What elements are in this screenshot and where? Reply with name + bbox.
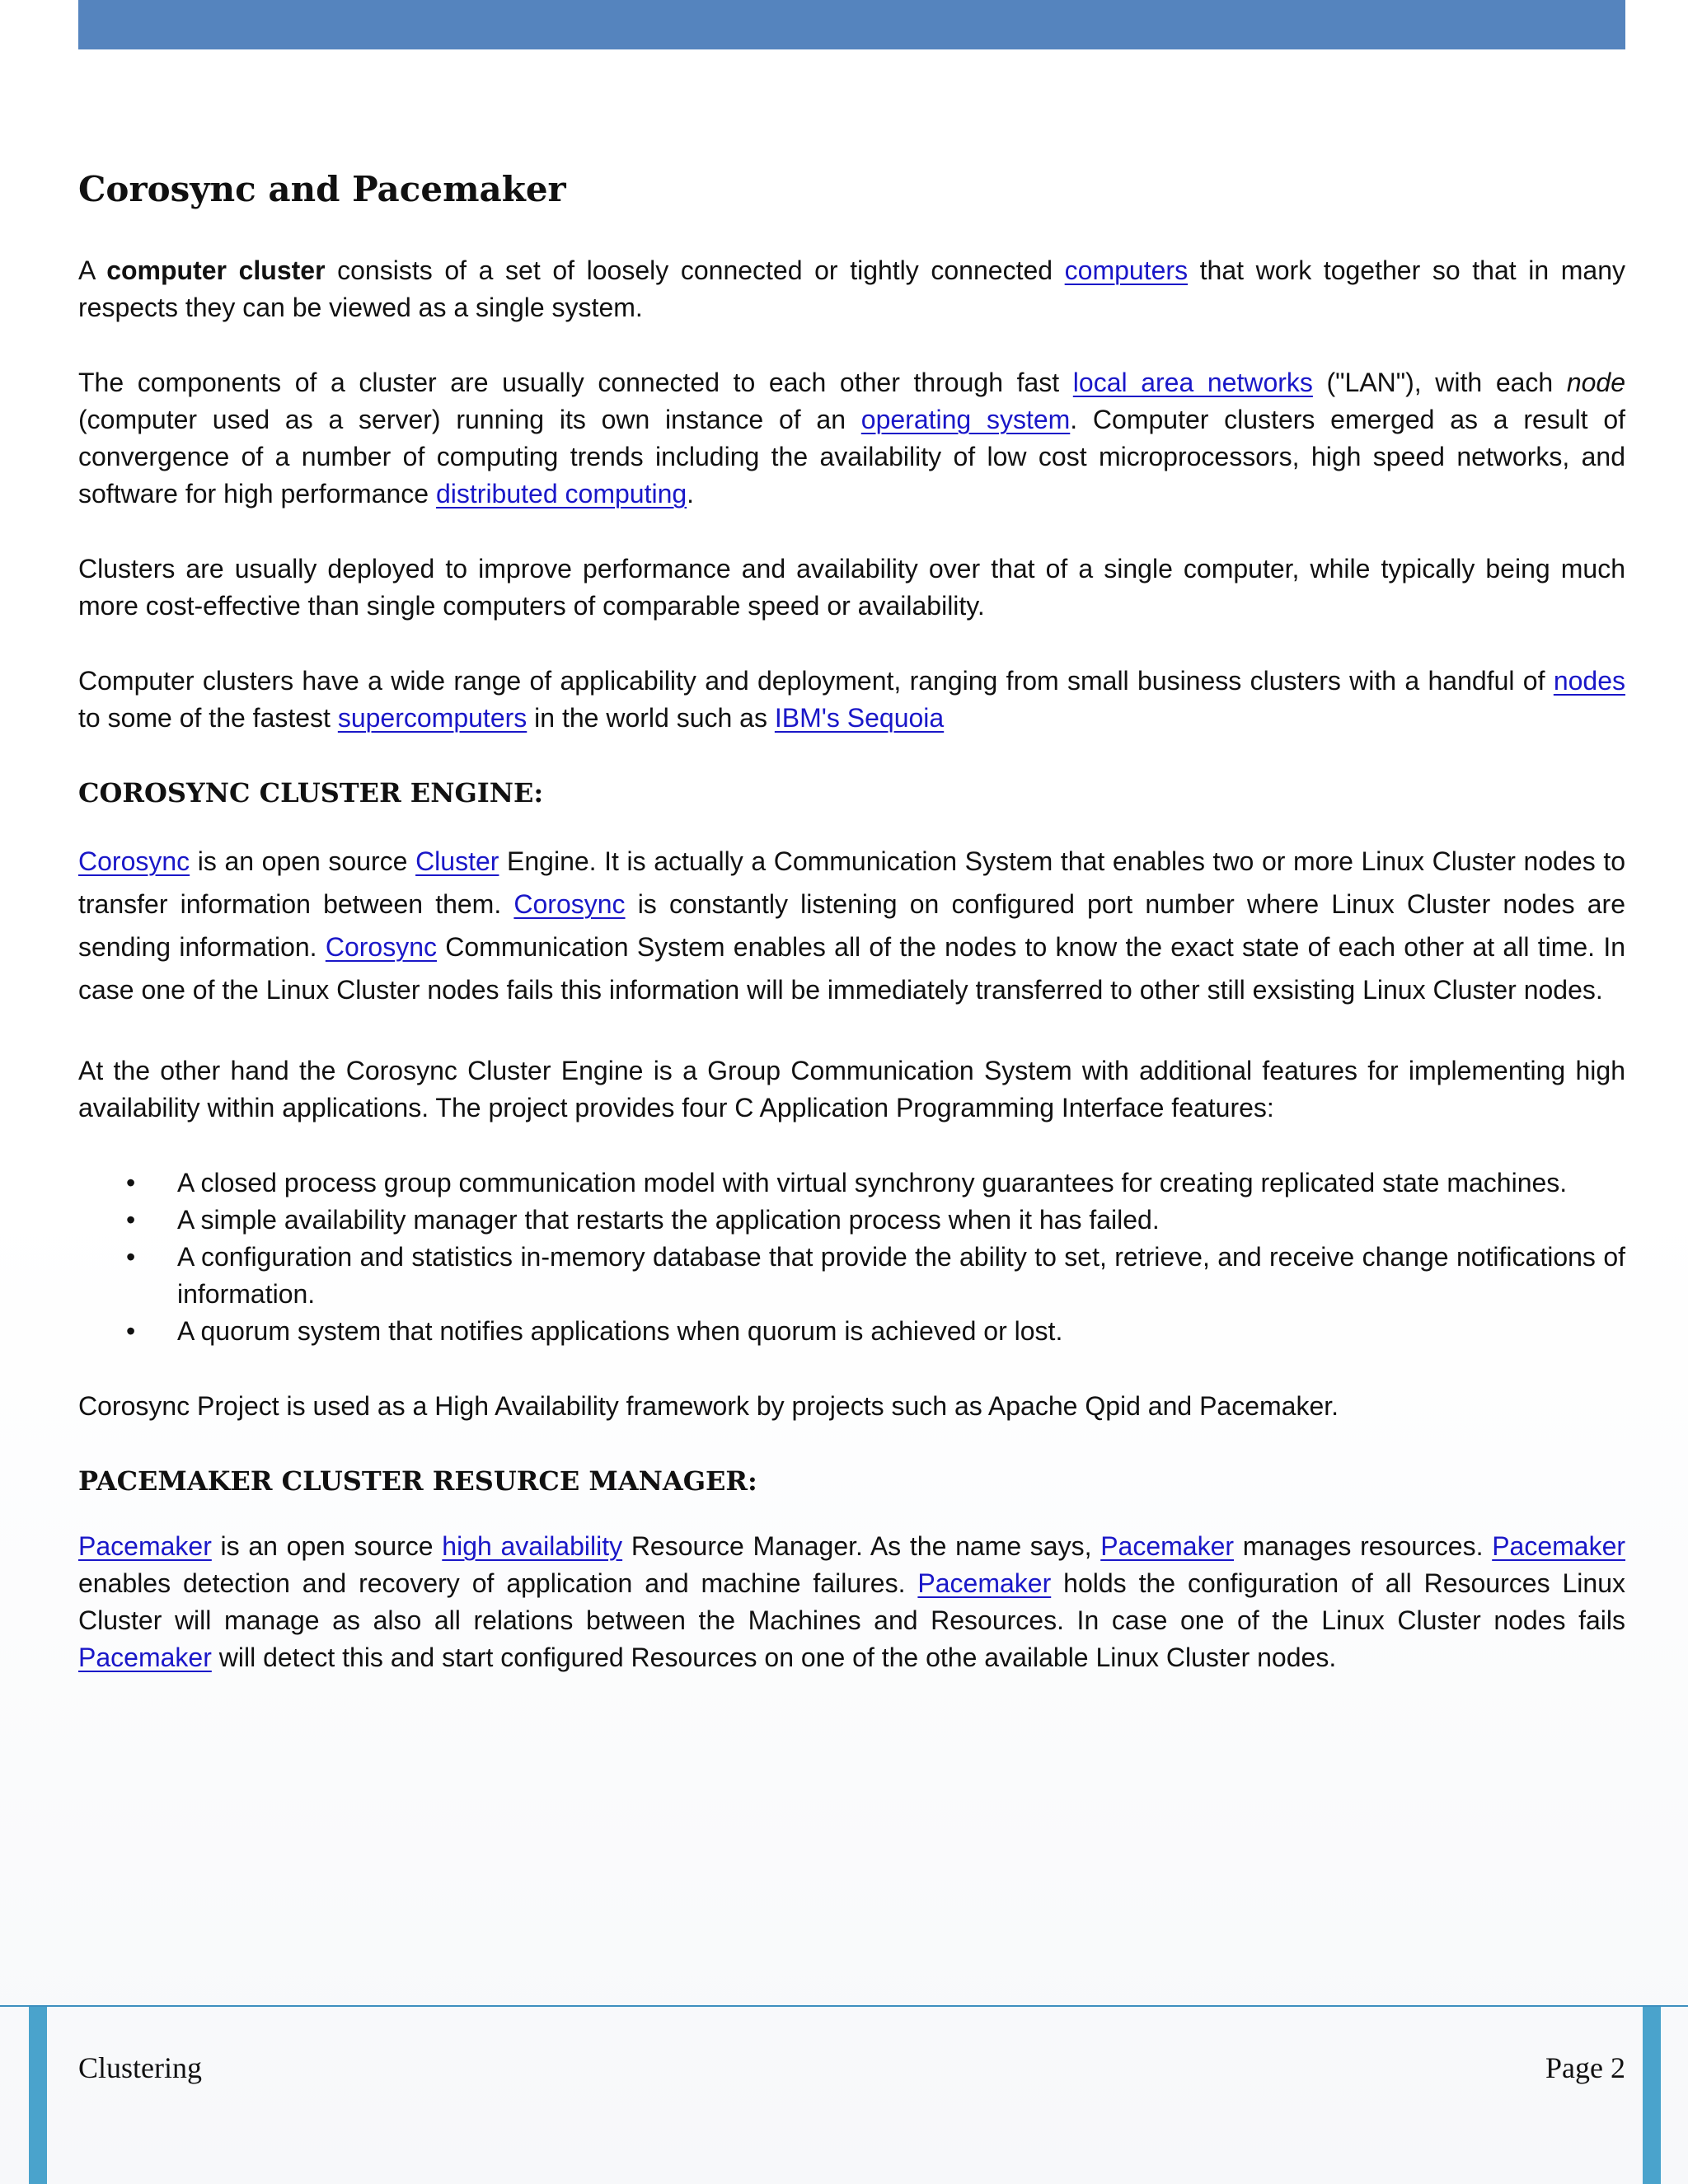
- text: to some of the fastest: [78, 703, 338, 733]
- text: Resource Manager. As the name says,: [622, 1531, 1101, 1561]
- text: . Computer clusters emerged as a result of convergence of a number of computing trends including the availability of low cost microprocessors, high speed networks, and software for high performance: [78, 405, 1626, 509]
- footer-accent-right: [1643, 2007, 1661, 2184]
- footer-page-number: Page 2: [1545, 2051, 1625, 2084]
- text: in the world such as: [527, 703, 775, 733]
- link-nodes[interactable]: nodes: [1553, 666, 1625, 696]
- paragraph-corosync: [78, 840, 1625, 1011]
- bold-term-computer-cluster: computer cluster: [106, 255, 326, 285]
- paragraph-group-communication: At the other hand the Corosync Cluster Engine is a Group Communication System with additional features for implementing high availability within applications. The project provides four C Application Programming Interface features:: [78, 1056, 1625, 1122]
- feature-list: [78, 1165, 1625, 1350]
- list-item: • A configuration and statistics in-memory database that provide the ability to set, retrieve, and receive change notifications of information.: [78, 1239, 1625, 1313]
- link-pacemaker[interactable]: Pacemaker: [1492, 1531, 1626, 1561]
- link-corosync[interactable]: Corosync: [78, 846, 190, 876]
- text: is constantly listening on configured port number where Linux Cluster nodes are sending information.: [78, 889, 1626, 962]
- page-title: Corosync and Pacemaker: [78, 169, 566, 209]
- link-pacemaker[interactable]: Pacemaker: [917, 1568, 1052, 1598]
- link-operating-system[interactable]: operating system: [860, 405, 1071, 434]
- link-corosync[interactable]: Corosync: [325, 932, 437, 962]
- paragraph-pacemaker: [78, 1528, 1625, 1676]
- link-local-area-networks[interactable]: local area networks: [1072, 368, 1313, 397]
- link-computers[interactable]: computers: [1064, 255, 1189, 285]
- paragraph-corosync-project: Corosync Project is used as a High Availability framework by projects such as Apache Qpid and Pacemaker.: [78, 1391, 1339, 1421]
- text: (computer used as a server) running its own instance of an: [78, 405, 861, 434]
- text: enables detection and recovery of application and machine failures.: [78, 1568, 918, 1598]
- text: .: [687, 479, 695, 509]
- text: consists of a set of loosely connected or tightly connected: [325, 255, 1065, 285]
- paragraph-applicability: [78, 663, 1625, 737]
- footer-accent-left: [29, 2007, 47, 2184]
- link-ibm-sequoia[interactable]: IBM's Sequoia: [774, 703, 945, 733]
- link-pacemaker[interactable]: Pacemaker: [78, 1531, 212, 1561]
- text: will detect this and start configured Resources on one of the othe available Linux Cluster nodes.: [211, 1643, 1337, 1672]
- text: that work together so that in many respects they can be viewed as a single system.: [78, 255, 1626, 322]
- text: Communication System enables all of the nodes to know the exact state of each other at all time. In case one of the Linux Cluster nodes fails this information will be immediately transferred to other still exsisting Linux Cluster nodes.: [78, 932, 1626, 1005]
- link-pacemaker[interactable]: Pacemaker: [1100, 1531, 1235, 1561]
- section-heading-pacemaker: PACEMAKER CLUSTER RESURCE MANAGER:: [78, 1465, 757, 1497]
- link-supercomputers[interactable]: supercomputers: [337, 703, 528, 733]
- text: Engine. It is actually a Communication System that enables two or more Linux Cluster nodes to transfer information between them.: [78, 846, 1625, 919]
- link-corosync[interactable]: Corosync: [513, 889, 626, 919]
- document-body: [78, 169, 1625, 1676]
- link-pacemaker[interactable]: Pacemaker: [78, 1643, 212, 1672]
- text: is an open source: [211, 1531, 443, 1561]
- text: is an open source: [190, 846, 416, 876]
- text: Computer clusters have a wide range of applicability and deployment, ranging from small business clusters with a handful of: [78, 666, 1554, 696]
- text: A: [78, 255, 107, 285]
- text: The components of a cluster are usually connected to each other through fast: [78, 368, 1073, 397]
- link-distributed-computing[interactable]: distributed computing: [435, 479, 687, 509]
- link-high-availability[interactable]: high availability: [442, 1531, 623, 1561]
- text: holds the configuration of all Resources Linux Cluster will manage as also all relations between the Machines and Resources. In case one of the Linux Cluster nodes fails: [78, 1568, 1626, 1635]
- list-item: • A quorum system that notifies applications when quorum is achieved or lost.: [78, 1313, 1625, 1350]
- paragraph-intro: [78, 252, 1625, 326]
- header-band: [78, 0, 1625, 49]
- footer-document-name: Clustering: [78, 2051, 202, 2084]
- footer-divider: [0, 2005, 1688, 2007]
- text: manages resources.: [1234, 1531, 1493, 1561]
- section-heading-corosync: COROSYNC CLUSTER ENGINE:: [78, 777, 544, 808]
- list-item: • A simple availability manager that restarts the application process when it has failed.: [78, 1202, 1625, 1239]
- list-item: • A closed process group communication model with virtual synchrony guarantees for creating replicated state machines.: [78, 1165, 1625, 1202]
- paragraph-components: [78, 364, 1625, 513]
- text: ("LAN"), with each: [1312, 368, 1567, 397]
- italic-term-node: node: [1566, 368, 1625, 397]
- paragraph-deployment: Clusters are usually deployed to improve performance and availability over that of a single computer, while typically being much more cost-effective than single computers of comparable speed or availability.: [78, 554, 1625, 621]
- link-cluster[interactable]: Cluster: [415, 846, 499, 876]
